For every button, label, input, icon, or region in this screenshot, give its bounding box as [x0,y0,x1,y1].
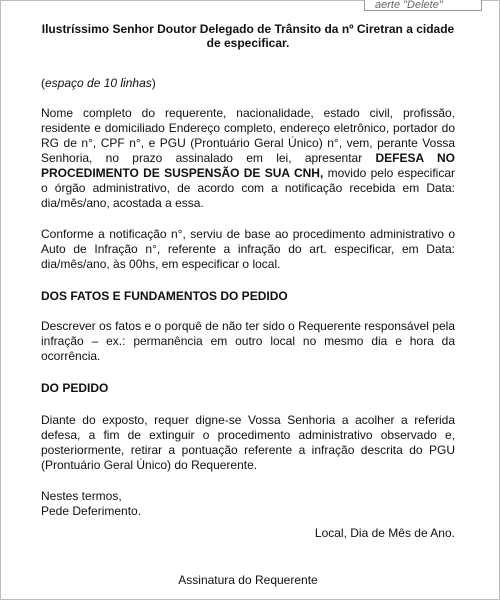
spacing-note-text: espaço de 10 linhas [45,76,152,90]
document-header [41,22,455,50]
paragraph-request: Diante do exposto, requer digne-se Vossa Senhoria a acolher a referida defesa, a fim de extinguir o procedimento administrativo observado e, posteriormente, retirar a pontuação referente a infração descrita do PGU (Prontuário Geral Único) do Requerente. [41,413,455,472]
paragraph-facts: Descrever os fatos e o porquê de não ter sido o Requerente responsável pela infração – ex.: permanência em outro local no mesmo dia e hora da ocorrência. [41,319,455,363]
document-body [41,22,455,588]
section-facts-heading: DOS FATOS E FUNDAMENTOS DO PEDIDO [41,289,288,303]
spacing-note: (espaço de 10 linhas) [41,76,156,90]
paragraph-qualification [41,106,455,211]
signature-line: Assinatura do Requerente [178,573,318,587]
defense-title: DEFESA NO PROCEDIMENTO DE SUSPENSÃO DE SUA CNH, [41,151,455,180]
closing-block [41,489,455,519]
paragraph-qualification-start: Nome completo do requerente, nacionalidade, estado civil, profissão, residente e domiciliado Endereço completo, endereço eletrônico, portador do RG de n°, CPF n°, e PGU (Prontuário Geral Único) n°, vem, perante Vossa Senhoria, no prazo assinalado em lei, apresentar [41,106,455,165]
section-request-heading: DO PEDIDO [41,381,109,395]
paragraph-qualification-end: movido pelo especificar o órgão administrativo, de acordo com a notificação recebida em Data: dia/mês/ano, acostada a essa. [41,166,456,210]
closing-line-2: Pede Deferimento. [41,504,142,518]
header-line-1: Ilustríssimo Senhor Doutor Delegado de Trânsito da nº Ciretran a cidade [41,22,455,36]
paragraph-notification: Conforme a notificação n°, serviu de base ao procedimento administrativo o Auto de Infração n°, referente a infração do art. especificar, em Data: dia/mês/ano, às 00hs, em especificar o local. [41,227,455,271]
header-line-2: de especificar. [206,36,290,50]
delete-hint-box: aerte "Delete" [364,0,482,11]
closing-line-1: Nestes termos, [41,489,122,503]
date-line: Local, Dia de Mês de Ano. [314,526,455,540]
